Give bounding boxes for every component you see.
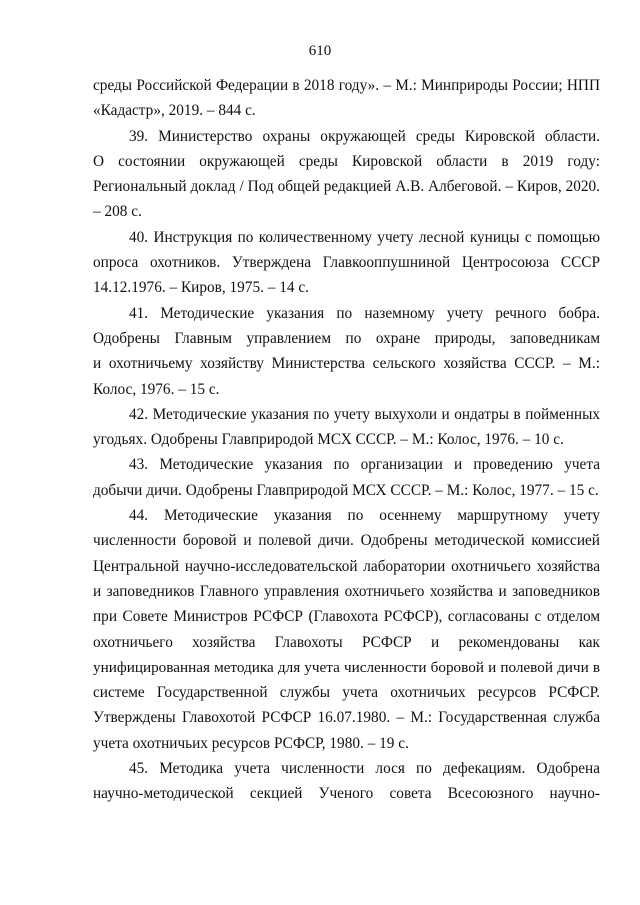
text-line: добычи дичи. Одобрены Главприродой МСХ СССР. – М.: Колос, 1977. – 15 с. [93, 481, 599, 499]
text-line: 39. Министерство охраны окружающей среды Кировской области. [129, 127, 600, 145]
text-line: учета охотничьих ресурсов РСФСР, 1980. – 19 с. [93, 734, 409, 752]
text-line: и охотничьему хозяйству Министерства сельского хозяйства СССР. – М.: [93, 355, 600, 373]
reference-42 [93, 402, 600, 453]
reference-45 [93, 756, 600, 807]
reference-continuation [93, 73, 600, 124]
text-line: при Совете Министров РСФСР (Главохота РСФСР), согласованы с отделом [93, 608, 600, 626]
text-line: и заповедников Главного управления охотничьего хозяйства и заповедников [93, 582, 600, 600]
text-line: – 208 с. [93, 203, 142, 221]
text-line: 14.12.1976. – Киров, 1975. – 14 с. [93, 279, 309, 297]
text-line: научно-методической секцией Ученого совета Всесоюзного научно- [93, 785, 600, 803]
text-line: 42. Методические указания по учету выхухоли и ондатры в пойменных [129, 405, 600, 423]
text-line: О состоянии окружающей среды Кировской области в 2019 году: [93, 152, 600, 170]
text-line: опроса охотников. Утверждена Главкооппушниной Центросоюза СССР [93, 254, 600, 272]
text-line: Колос, 1976. – 15 с. [93, 380, 220, 398]
text-line: численности боровой и полевой дичи. Одобрены методической комиссией [93, 532, 600, 550]
text-line: Региональный доклад / Под общей редакцией А.В. Албеговой. – Киров, 2020. [93, 178, 600, 196]
text-line: «Кадастр», 2019. – 844 с. [93, 102, 256, 120]
reference-41 [93, 301, 600, 402]
text-line: 45. Методика учета численности лося по дефекациям. Одобрена [129, 760, 600, 778]
text-line: охотничьего хозяйства Главохоты РСФСР и рекомендованы как [93, 633, 600, 651]
text-line: 44. Методические указания по осеннему маршрутному учету [129, 507, 600, 525]
page-number: 610 [308, 43, 332, 59]
text-line: 40. Инструкция по количественному учету лесной куницы с помощью [129, 228, 600, 246]
text-line: Одобрены Главным управлением по охране природы, заповедникам [93, 329, 600, 347]
text-line: угодьях. Одобрены Главприродой МСХ СССР. – М.: Колос, 1976. – 10 с. [93, 431, 564, 449]
text-line: 41. Методические указания по наземному учету речного бобра. [129, 304, 600, 322]
text-line: Утверждены Главохотой РСФСР 16.07.1980. – М.: Государственная служба [93, 709, 600, 727]
text-line: унифицированная методика для учета численности боровой и полевой дичи в [93, 658, 600, 676]
text-line: Центральной научно-исследовательской лаборатории охотничьего хозяйства [93, 557, 600, 575]
reference-43 [93, 452, 600, 503]
text-line: системе Государственной службы учета охотничьих ресурсов РСФСР. [93, 684, 600, 702]
bibliography-text [93, 73, 600, 807]
reference-39 [93, 124, 600, 225]
reference-44 [93, 503, 600, 756]
text-line: 43. Методические указания по организации и проведению учета [129, 456, 600, 474]
text-line: среды Российской Федерации в 2018 году». – М.: Минприроды России; НПП [93, 77, 600, 94]
reference-40 [93, 225, 600, 301]
